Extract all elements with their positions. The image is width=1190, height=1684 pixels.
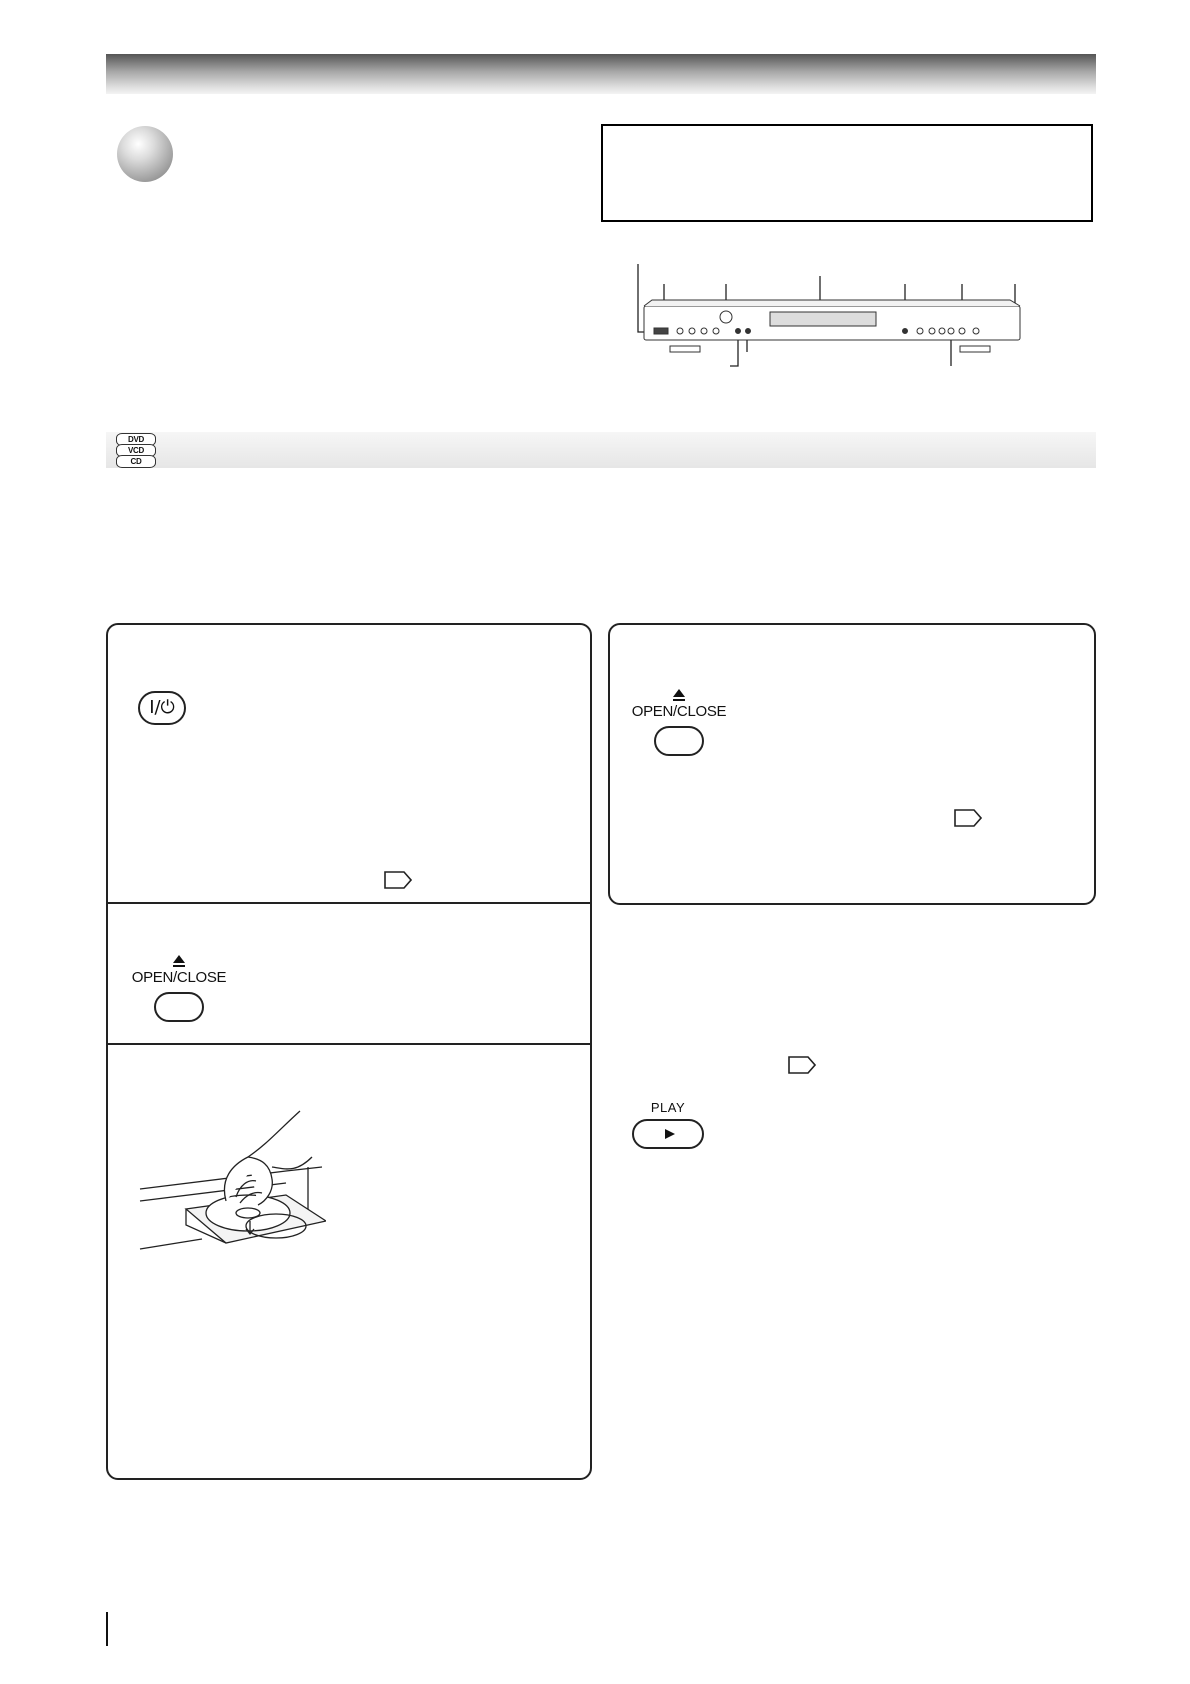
play-label: PLAY <box>650 1100 686 1115</box>
play-triangle-icon <box>665 1129 675 1139</box>
page-reference-arrow-icon <box>384 871 412 889</box>
sphere-bullet-icon <box>117 126 173 182</box>
disc-type-strip <box>106 432 1096 468</box>
play-button[interactable] <box>632 1119 704 1149</box>
open-close-button[interactable] <box>654 726 704 756</box>
note-box <box>601 124 1093 222</box>
open-close-label: OPEN/CLOSE <box>131 969 227 986</box>
open-close-group <box>124 955 234 1022</box>
step-divider <box>108 1043 590 1045</box>
right-step-panel <box>608 623 1096 905</box>
disc-loading-illustration <box>136 1109 326 1259</box>
player-front-panel-diagram <box>630 262 1030 377</box>
open-close-button[interactable] <box>154 992 204 1022</box>
left-steps-panel <box>106 623 592 1480</box>
page-margin-line <box>106 1612 108 1646</box>
power-button[interactable]: I/⏻ <box>138 691 186 725</box>
open-close-label: OPEN/CLOSE <box>631 703 727 720</box>
disc-type-badge-vcd: VCD <box>116 444 156 457</box>
page-reference-arrow-icon <box>788 1056 816 1074</box>
disc-type-badge-cd: CD <box>116 455 156 468</box>
open-close-group <box>624 689 734 756</box>
header-bar <box>106 54 1096 94</box>
page-reference-arrow-icon <box>954 809 982 827</box>
play-group <box>630 1100 706 1149</box>
eject-icon <box>173 955 185 963</box>
step-divider <box>108 902 590 904</box>
disc-type-badge-dvd: DVD <box>116 433 156 446</box>
eject-icon <box>673 689 685 697</box>
